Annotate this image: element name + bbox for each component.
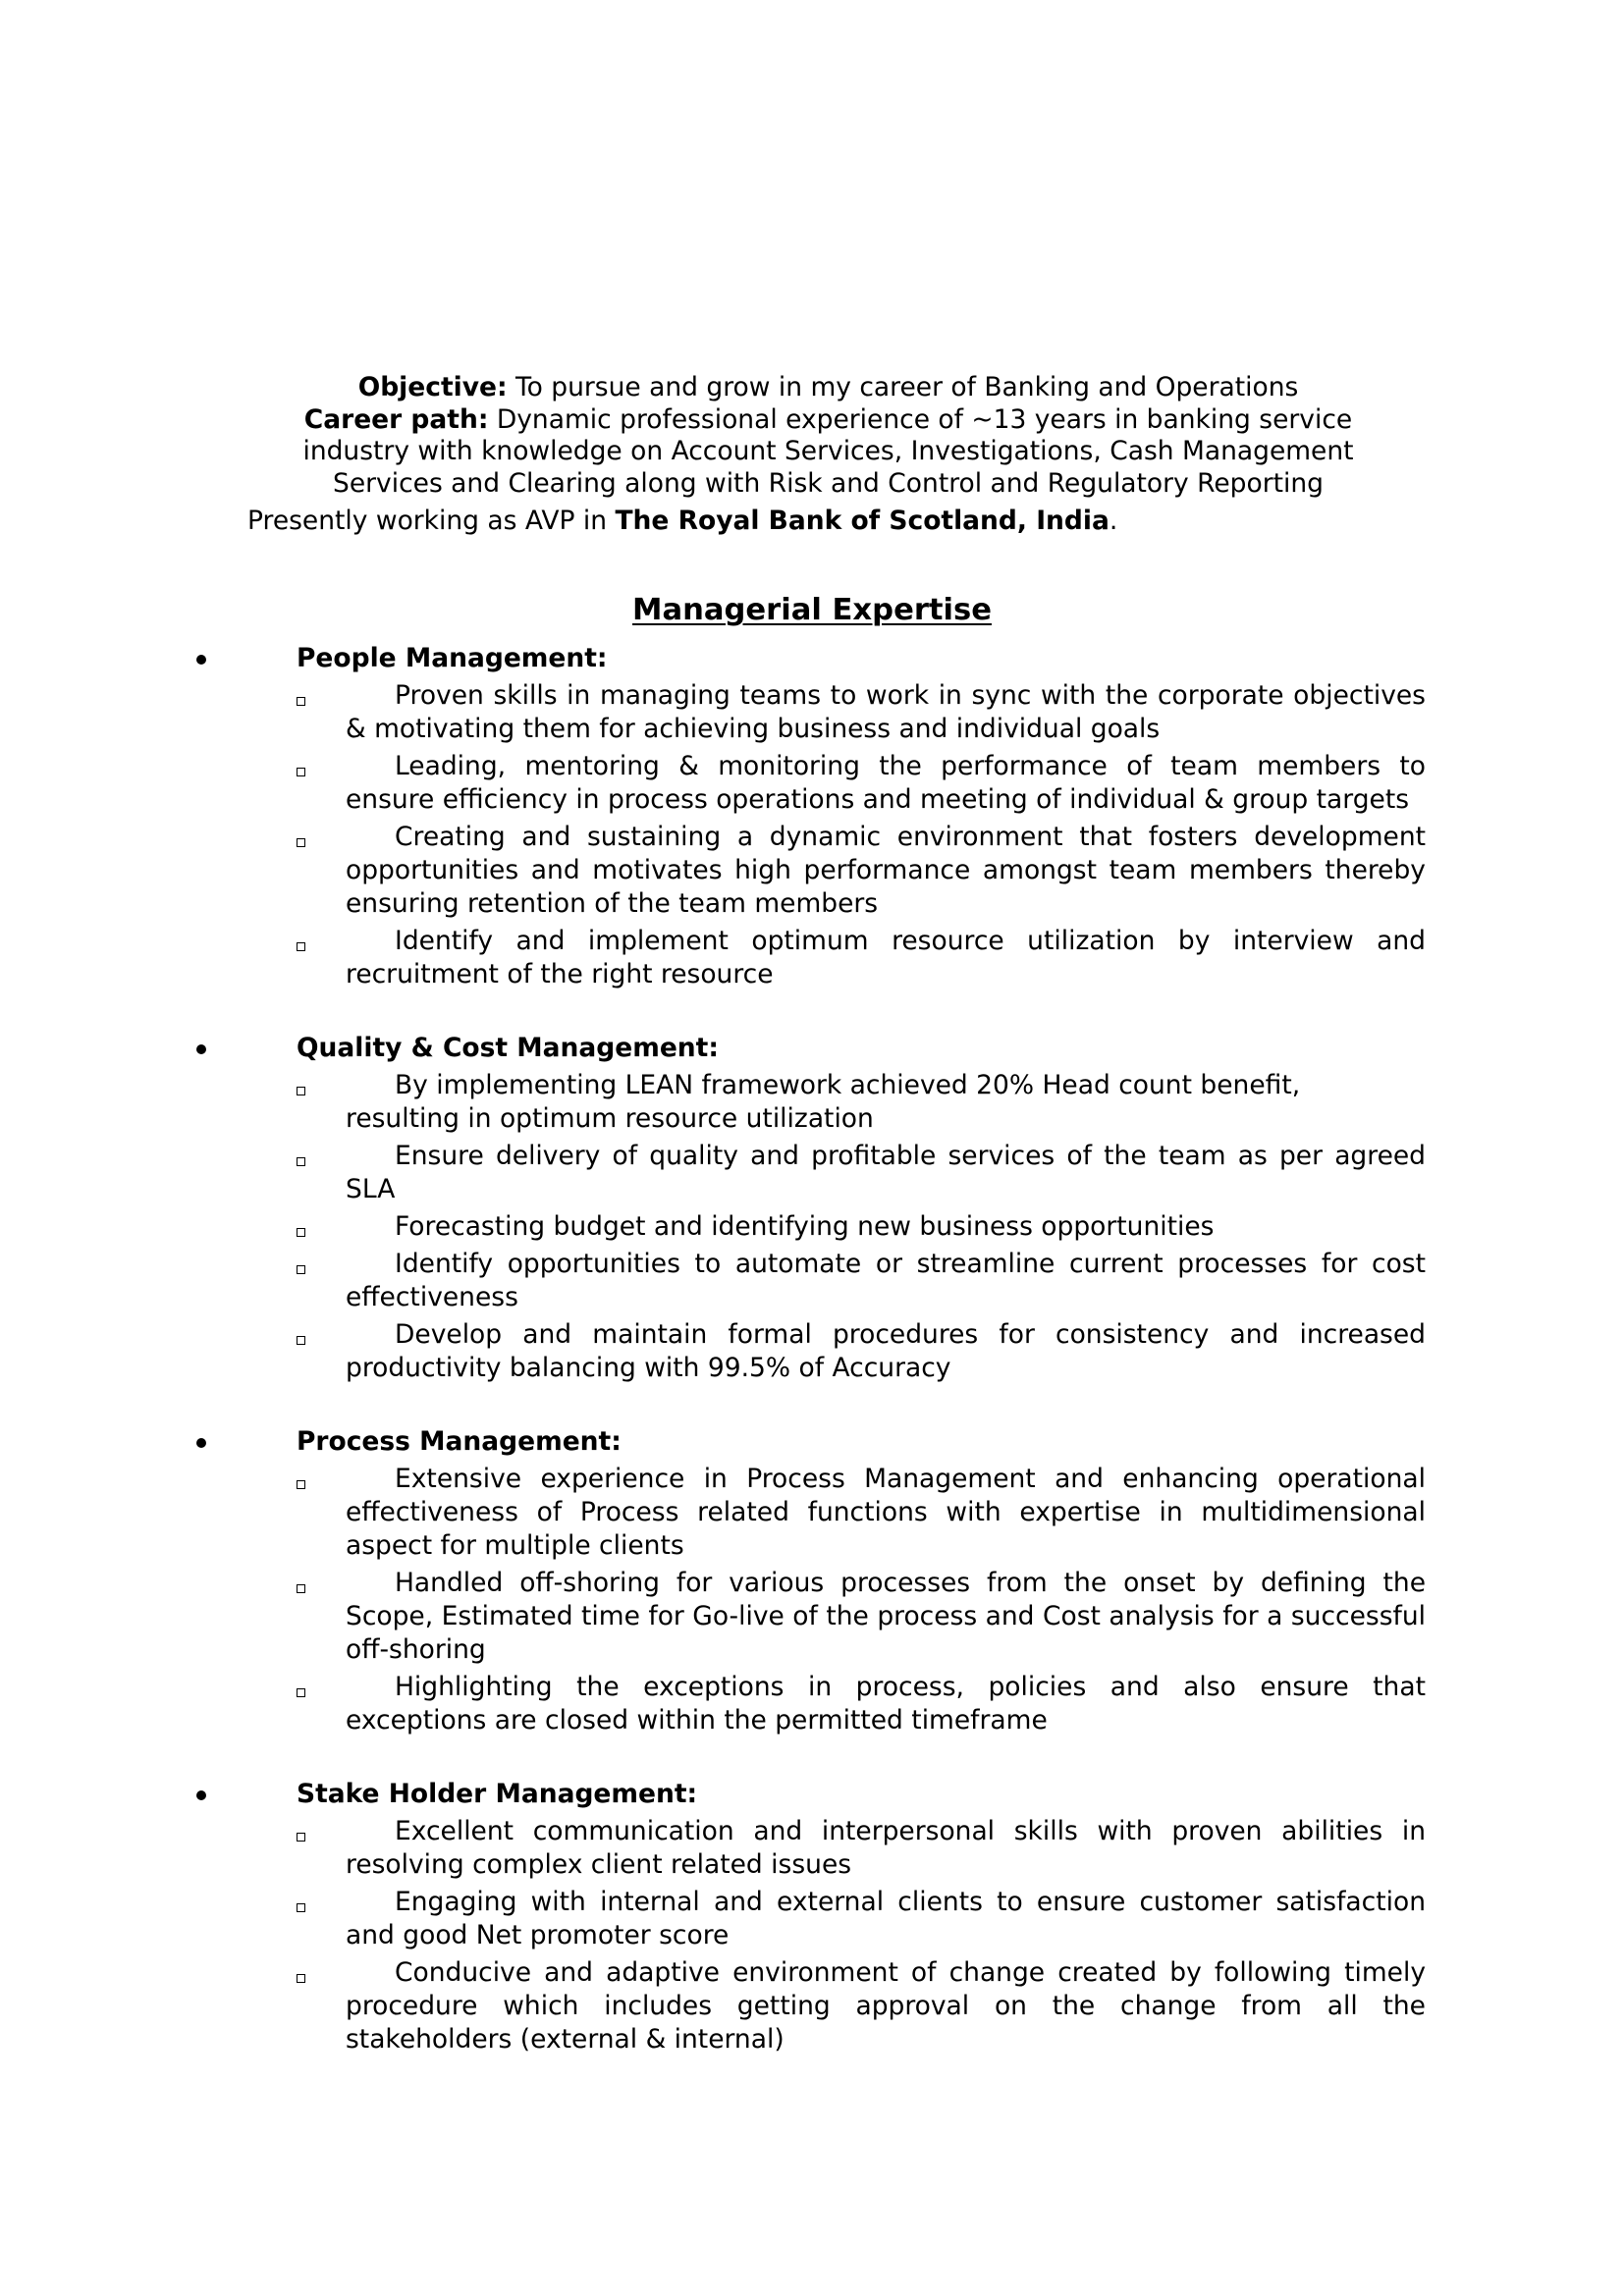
list-item [0,1671,1624,1737]
list-item-text: Develop and maintain formal procedures for consistency and increased productivity balancing with 99.5% of Accuracy [346,1319,1426,1383]
square-bullet-icon [297,1833,305,1842]
list-item-text: Creating and sustaining a dynamic environment that fosters development opportunities and motivates high performance amongst team members thereby ensuring retention of the team members [346,822,1426,919]
expertise-group [0,642,1624,991]
group-title: Stake Holder Management: [297,1779,698,1809]
group-heading [0,642,1624,675]
square-bullet-icon [297,1480,305,1489]
square-bullet-icon [297,697,305,706]
bullet-dot-icon [196,1438,206,1448]
square-bullet-icon [297,942,305,951]
expertise-group [0,1032,1624,1385]
list-item [0,1567,1624,1667]
square-bullet-icon [297,1903,305,1912]
group-heading [0,1778,1624,1811]
list-item-text: By implementing LEAN framework achieved 20% Head count benefit, resulting in optimum resource utilization [346,1070,1301,1134]
career-path-label: Career path: [303,403,489,435]
current-employer: The Royal Bank of Scotland, India [615,506,1110,536]
list-item [0,1956,1624,2056]
group-heading [0,1032,1624,1065]
list-item [0,679,1624,746]
list-item [0,1210,1624,1244]
bullet-dot-icon [196,1790,206,1800]
current-position-suffix: . [1109,506,1118,536]
expertise-group [0,1778,1624,2056]
square-bullet-icon [297,1087,305,1095]
current-position [247,505,1117,537]
expertise-groups [0,642,1624,2056]
square-bullet-icon [297,1157,305,1166]
group-title: Quality & Cost Management: [297,1033,719,1063]
list-item-text: Conducive and adaptive environment of change created by following timely procedure which includes getting approval on the change from all the stakeholders (external & internal) [346,1957,1426,2055]
list-item [0,1140,1624,1206]
group-title: People Management: [297,643,608,673]
objective-label: Objective: [357,372,508,402]
list-item-text: Leading, mentoring & monitoring the performance of team members to ensure efficiency in process operations and meeting of individual & group targets [346,751,1426,815]
list-item [0,821,1624,921]
list-item-text: Engaging with internal and external clients to ensure customer satisfaction and good Net promoter score [346,1887,1426,1950]
career-path-line-1 [277,404,1380,437]
section-title-managerial-expertise: Managerial Expertise [632,593,992,627]
square-bullet-icon [297,1265,305,1274]
square-bullet-icon [297,1228,305,1237]
list-item [0,1463,1624,1563]
career-path-text-1: Dynamic professional experience of ~13 years in banking service [488,403,1353,435]
current-position-prefix: Presently working as AVP in [247,506,616,536]
list-item-text: Extensive experience in Process Management and enhancing operational effectiveness of Process related functions with expertise in multidimensional aspect for multiple clients [346,1464,1426,1561]
list-item [0,750,1624,817]
list-item [0,1069,1624,1136]
square-bullet-icon [297,1688,305,1697]
career-path-line-3: Services and Clearing along with Risk and Control and Regulatory Reporting [333,468,1324,500]
square-bullet-icon [297,1336,305,1345]
objective-text: To pursue and grow in my career of Banking and Operations [507,372,1299,402]
list-item-text: Proven skills in managing teams to work in sync with the corporate objectives & motivating them for achieving business and individual goals [346,680,1426,744]
square-bullet-icon [297,1974,305,1983]
list-item-text: Identify opportunities to automate or streamline current processes for cost effectiveness [346,1249,1426,1312]
list-item-text: Handled off-shoring for various processes from the onset by defining the Scope, Estimated time for Go-live of the process and Cost analysis for a successful off-shoring [346,1568,1426,1665]
career-path-line-2: industry with knowledge on Account Services, Investigations, Cash Management [302,436,1354,467]
list-item-text: Highlighting the exceptions in process, policies and also ensure that exceptions are closed within the permitted timeframe [346,1672,1426,1735]
square-bullet-icon [297,838,305,847]
list-item-text: Ensure delivery of quality and profitable services of the team as per agreed SLA [346,1141,1426,1204]
list-item [0,1815,1624,1882]
bullet-dot-icon [196,655,206,665]
list-item-text: Excellent communication and interpersonal skills with proven abilities in resolving complex client related issues [346,1816,1426,1880]
group-heading [0,1425,1624,1459]
career-summary [277,372,1380,501]
objective-line [277,372,1380,404]
expertise-group [0,1425,1624,1737]
group-title: Process Management: [297,1426,622,1457]
list-item [0,925,1624,991]
bullet-dot-icon [196,1044,206,1054]
square-bullet-icon [297,1584,305,1593]
list-item-text: Identify and implement optimum resource utilization by interview and recruitment of the right resource [346,926,1426,989]
list-item [0,1886,1624,1952]
list-item [0,1318,1624,1385]
square-bullet-icon [297,768,305,776]
list-item [0,1248,1624,1314]
list-item-text: Forecasting budget and identifying new business opportunities [395,1211,1215,1242]
